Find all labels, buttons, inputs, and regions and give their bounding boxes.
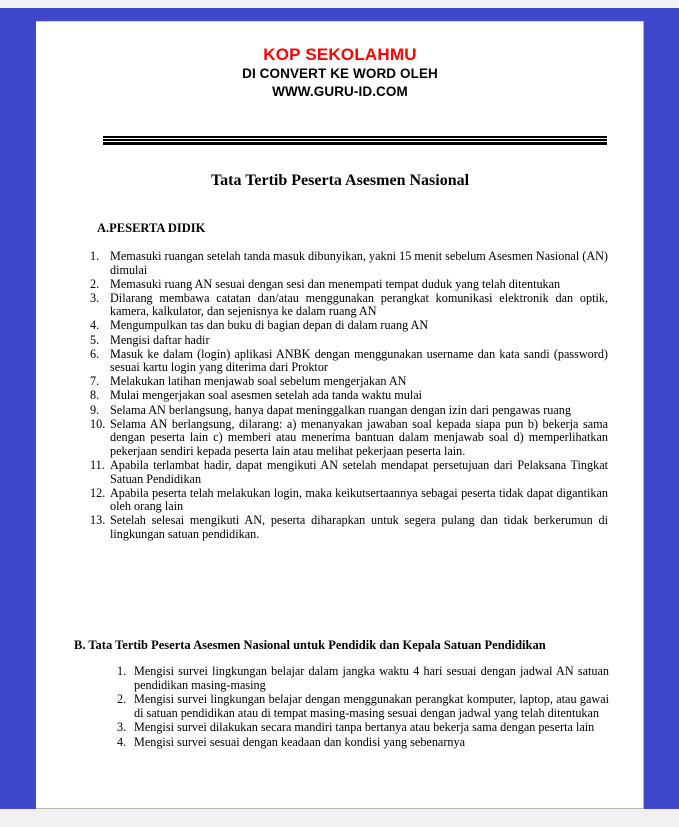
list-item-text: Mengisi survei dilakukan secara mandiri tanpa bertanya atau bekerja sama dengan peserta lain — [134, 720, 595, 735]
list-item — [90, 487, 608, 514]
list-item — [90, 319, 608, 333]
list-item-number: 4. — [117, 734, 127, 749]
list-item — [90, 389, 608, 403]
list-item — [90, 348, 608, 375]
list-item-number: 11. — [90, 457, 105, 472]
list-item-number: 8. — [90, 388, 100, 403]
list-item-text: Mengisi survei lingkungan belajar dengan menggunakan perangkat komputer, laptop, atau gawai di satuan pendidikan atau di tempat masing-masing sesuai dengan jadwal yang telah ditentukan — [134, 692, 609, 720]
list-item — [90, 292, 608, 319]
letterhead-website: WWW.GURU-ID.COM — [272, 84, 408, 99]
list-item-number: 2. — [117, 692, 127, 707]
list-item-number: 9. — [90, 402, 100, 417]
list-item-number: 3. — [90, 290, 100, 305]
document-page — [36, 21, 644, 809]
list-item — [90, 375, 608, 389]
list-item-number: 12. — [90, 485, 106, 500]
list-item — [117, 665, 609, 692]
header-divider-rule — [103, 136, 607, 145]
list-item-number: 2. — [90, 276, 100, 291]
list-item-text: Dilarang membawa catatan dan/atau menggunakan perangkat komunikasi elektronik dan optik, kamera, kalkulator, dan sejenisnya ke dalam ruang AN — [110, 290, 608, 319]
letterhead-subtitle: DI CONVERT KE WORD OLEH — [242, 66, 438, 81]
list-item-text: Melakukan latihan menjawab soal sebelum mengerjakan AN — [110, 374, 407, 389]
list-item-text: Selama AN berlangsung, hanya dapat meninggalkan ruangan dengan izin dari pengawas ruang — [110, 402, 571, 417]
list-item-text: Memasuki ruangan setelah tanda masuk dibunyikan, yakni 15 menit sebelum Asesmen Nasional (AN) dimulai — [110, 249, 608, 277]
list-item-text: Mengumpulkan tas dan buku di bagian depan di dalam ruang AN — [110, 318, 429, 333]
list-item-text: Setelah selesai mengikuti AN, peserta diharapkan untuk segera pulang dan tidak berkerumun di lingkungan satuan pendidikan. — [110, 513, 608, 541]
document-title: Tata Tertib Peserta Asesmen Nasional — [210, 172, 470, 189]
list-item — [117, 693, 609, 720]
list-item-text: Masuk ke dalam (login) aplikasi ANBK dengan menggunakan username dan kata sandi (password) sesuai kartu login yang diterima dari Proktor — [110, 346, 608, 375]
list-item — [90, 418, 608, 459]
list-item-number: 13. — [90, 513, 106, 528]
list-item-number: 5. — [90, 332, 100, 347]
list-item — [117, 736, 609, 750]
list-item — [117, 721, 609, 735]
list-item-number: 3. — [117, 720, 127, 735]
list-item-number: 6. — [90, 346, 100, 361]
list-item-text: Mengisi survei sesuai dengan keadaan dan kondisi yang sebenarnya — [134, 734, 465, 749]
section-a-list — [90, 250, 608, 542]
list-item-text: Mengisi survei lingkungan belajar dalam jangka waktu 4 hari sesuai dengan jadwal AN satuan pendidikan masing-masing — [134, 664, 609, 692]
section-b-heading: B. Tata Tertib Peserta Asesmen Nasional untuk Pendidik dan Kepala Satuan Pendidikan — [74, 638, 546, 652]
list-item — [90, 514, 608, 541]
section-b-list — [117, 665, 609, 751]
list-item-text: Mengisi daftar hadir — [110, 332, 210, 347]
letterhead-school-name: KOP SEKOLAHMU — [263, 45, 417, 64]
list-item — [90, 459, 608, 486]
list-item-text: Apabila terlambat hadir, dapat mengikuti AN setelah mendapat persetujuan dari Pelaksana Tingkat Satuan Pendidikan — [110, 457, 608, 486]
letterhead — [36, 44, 644, 101]
list-item-number: 1. — [90, 249, 100, 263]
list-item-text: Mulai mengerjakan soal asesmen setelah ada tanda waktu mulai — [110, 388, 423, 403]
list-item-number: 1. — [117, 664, 127, 678]
list-item — [90, 404, 608, 418]
list-item-number: 7. — [90, 374, 100, 389]
list-item — [90, 334, 608, 348]
list-item — [90, 250, 608, 277]
list-item-text: Apabila peserta telah melakukan login, maka keikutsertaannya sebagai peserta tidak dapat digantikan oleh orang lain — [110, 485, 608, 514]
list-item-text: Memasuki ruang AN sesuai dengan sesi dan menempati tempat duduk yang telah ditentukan — [110, 276, 561, 291]
list-item-number: 10. — [90, 416, 106, 431]
list-item — [90, 278, 608, 292]
list-item-text: Selama AN berlangsung, dilarang: a) menanyakan jawaban soal kepada siapa pun b) bekerja sama dengan peserta lain c) memberi atau menerima bantuan dalam menjawab soal d) memperlihatkan pekerjaan sendiri kepada peserta lain atau melihat pekerjaan peserta lain. — [110, 416, 608, 458]
section-a-heading: A.PESERTA DIDIK — [97, 221, 206, 235]
list-item-number: 4. — [90, 318, 100, 333]
